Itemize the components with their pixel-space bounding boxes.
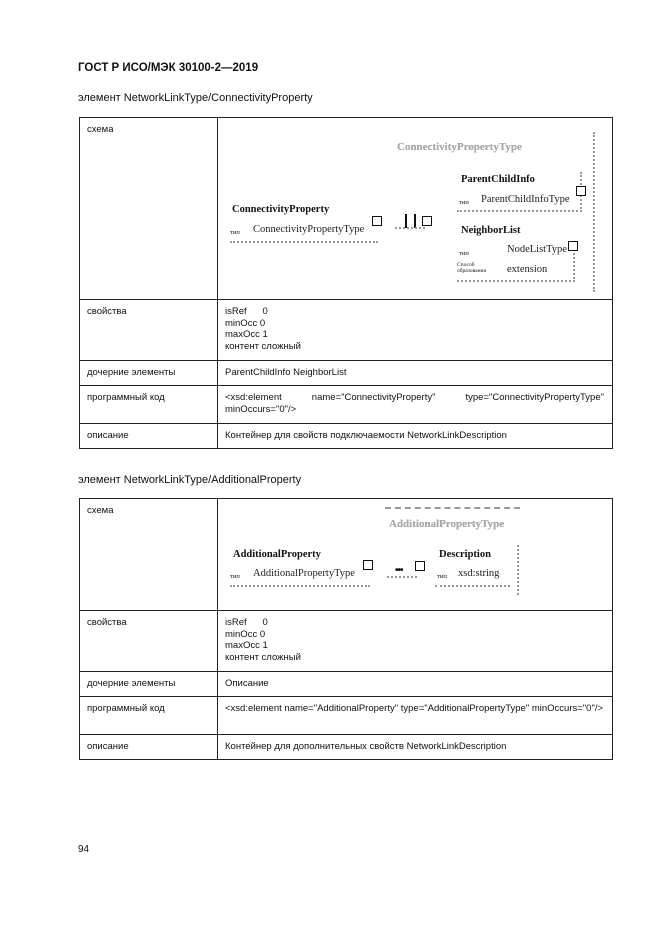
child1-name: Description (439, 549, 491, 560)
child1-type-label: тип (437, 573, 447, 580)
group-border-right (593, 132, 595, 292)
sequence-connector (415, 561, 425, 571)
element-connector (372, 216, 382, 226)
properties-label: свойства (80, 300, 218, 361)
element-box-bottom (230, 241, 378, 243)
sequence-box-bottom (387, 576, 417, 578)
sequence-box-bottom (395, 227, 425, 229)
element-type-label: тип (230, 229, 240, 236)
document-header: ГОСТ Р ИСО/МЭК 30100-2—2019 (78, 62, 259, 74)
group-border-right (517, 545, 519, 595)
derivation-label: Способ образования (457, 262, 487, 274)
child2-type: NodeListType (507, 244, 567, 255)
child2-connector (568, 241, 578, 251)
property-content: контент сложный (225, 651, 301, 663)
group-type-title: ConnectivityPropertyType (397, 141, 522, 153)
children-value: ParentChildInfo NeighborList (218, 361, 613, 386)
property-maxocc: maxOcc 1 (225, 329, 268, 340)
derivation-value: extension (507, 264, 548, 275)
section-title-connectivity: элемент NetworkLinkType/ConnectivityProperty (78, 92, 313, 104)
properties-label: свойства (80, 611, 218, 672)
child1-connector (576, 186, 586, 196)
child1-box-bottom (435, 585, 510, 587)
child2-box-bottom (457, 280, 575, 282)
child2-name: NeighborList (461, 225, 521, 236)
schema-label: схема (80, 499, 218, 611)
properties-cell (218, 300, 613, 361)
code-value: <xsd:element name="ConnectivityProperty" type="ConnectivityPropertyType" minOccurs="0"/> (218, 386, 613, 424)
description-label: описание (80, 735, 218, 760)
code-label: программный код (80, 697, 218, 735)
property-isref: isRef 0 (225, 306, 268, 317)
element-type: AdditionalPropertyType (253, 568, 355, 579)
child1-box-bottom (457, 210, 582, 212)
element-box-bottom (230, 585, 370, 587)
property-minocc: minOcc 0 (225, 628, 266, 640)
code-value: <xsd:element name="AdditionalProperty" type="AdditionalPropertyType" minOccurs="0"/> (218, 697, 613, 735)
child1-type: ParentChildInfoType (481, 194, 570, 205)
schema-diagram-cell (218, 118, 613, 300)
property-isref: isRef 0 (225, 617, 268, 628)
element-type: ConnectivityPropertyType (253, 224, 365, 235)
child1-name: ParentChildInfo (461, 174, 535, 185)
sequence-connector (422, 216, 432, 226)
property-maxocc: maxOcc 1 (225, 640, 268, 651)
child1-type-label: тип (459, 199, 469, 206)
sequence-icon: ••• (395, 565, 403, 576)
children-label: дочерние элементы (80, 672, 218, 697)
connectivity-table (79, 117, 613, 449)
section-title-additional: элемент NetworkLinkType/AdditionalProperty (78, 474, 302, 486)
description-value: Контейнер для свойств подключаемости NetworkLinkDescription (218, 424, 613, 449)
page-number: 94 (78, 844, 90, 855)
child2-type-label: тип (459, 250, 469, 257)
description-value: Контейнер для дополнительных свойств NetworkLinkDescription (218, 735, 613, 760)
element-name: ConnectivityProperty (232, 204, 330, 215)
additional-table (79, 498, 613, 760)
element-type-label: тип (230, 573, 240, 580)
properties-cell (218, 611, 613, 672)
child1-type: xsd:string (458, 568, 500, 579)
property-minocc: minOcc 0 (225, 317, 266, 329)
additional-diagram (225, 505, 604, 605)
element-connector (363, 560, 373, 570)
element-name: AdditionalProperty (233, 549, 321, 560)
group-border-top (385, 507, 520, 509)
group-type-title: AdditionalPropertyType (389, 518, 505, 530)
sequence-icon (405, 214, 416, 228)
children-value: Описание (218, 672, 613, 697)
schema-diagram-cell (218, 499, 613, 611)
schema-label: схема (80, 118, 218, 300)
property-content: контент сложный (225, 340, 301, 352)
description-label: описание (80, 424, 218, 449)
children-label: дочерние элементы (80, 361, 218, 386)
code-label: программный код (80, 386, 218, 424)
connectivity-diagram (225, 124, 604, 294)
